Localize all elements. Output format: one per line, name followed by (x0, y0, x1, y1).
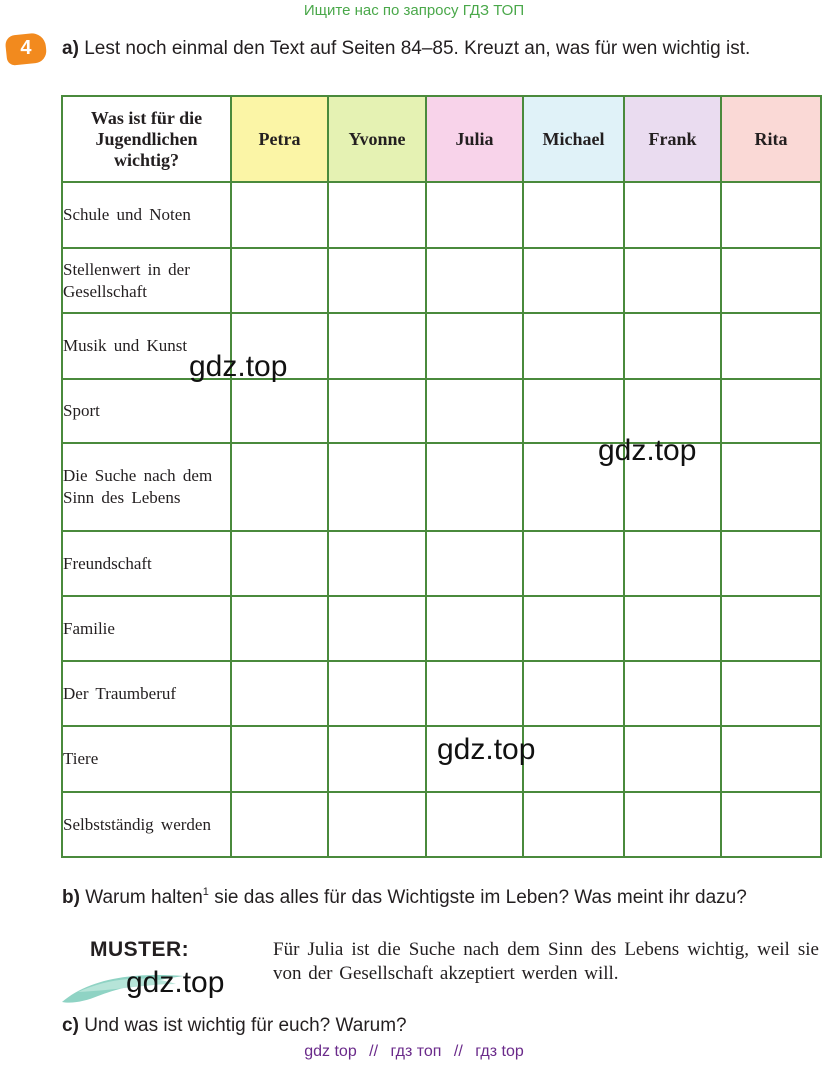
checkbox-cell-rita[interactable] (721, 443, 821, 531)
task-a-text: Lest noch einmal den Text auf Seiten 84–85. Kreuzt an, was für wen wichtig ist. (84, 38, 751, 59)
checkbox-cell-petra[interactable] (231, 182, 328, 248)
top-banner: Ищите нас по запросу ГДЗ ТОП (303, 2, 525, 19)
checkbox-cell-rita[interactable] (721, 182, 821, 248)
checkbox-cell-yvonne[interactable] (328, 313, 426, 379)
checkbox-cell-julia[interactable] (426, 531, 523, 596)
task-c-text: Und was ist wichtig für euch? Warum? (84, 1015, 407, 1036)
checkbox-cell-rita[interactable] (721, 596, 821, 661)
row-label: Selbstständig werden (62, 792, 231, 857)
row-label: Der Traumberuf (62, 661, 231, 726)
row-label: Tiere (62, 726, 231, 792)
checkbox-cell-julia[interactable] (426, 379, 523, 443)
checkbox-cell-julia[interactable] (426, 182, 523, 248)
table-row (62, 313, 821, 379)
checkbox-cell-julia[interactable] (426, 661, 523, 726)
checkbox-cell-michael[interactable] (523, 182, 624, 248)
table-row (62, 182, 821, 248)
checkbox-cell-petra[interactable] (231, 443, 328, 531)
checkbox-cell-michael[interactable] (523, 661, 624, 726)
checkbox-cell-petra[interactable] (231, 379, 328, 443)
footer-link-gdz-top-mixed[interactable]: гдз top (475, 1043, 524, 1060)
table-row (62, 792, 821, 857)
footer-links (0, 1043, 828, 1061)
watermark: gdz.top (437, 733, 536, 766)
checkbox-cell-michael[interactable] (523, 531, 624, 596)
checkbox-cell-yvonne[interactable] (328, 248, 426, 313)
column-header-julia: Julia (426, 96, 523, 182)
row-label: Stellenwert in der Gesellschaft (62, 248, 231, 313)
checkbox-cell-julia[interactable] (426, 443, 523, 531)
checkbox-cell-michael[interactable] (523, 313, 624, 379)
checkbox-cell-petra[interactable] (231, 596, 328, 661)
row-label: Sport (62, 379, 231, 443)
checkbox-cell-petra[interactable] (231, 661, 328, 726)
task-b-label: b) (62, 887, 80, 908)
task-a-label: a) (62, 38, 79, 59)
task-number: 4 (20, 37, 32, 60)
checkbox-cell-frank[interactable] (624, 661, 721, 726)
checkbox-cell-yvonne[interactable] (328, 182, 426, 248)
checkbox-cell-yvonne[interactable] (328, 661, 426, 726)
table-row (62, 379, 821, 443)
checkbox-cell-petra[interactable] (231, 531, 328, 596)
checkbox-cell-rita[interactable] (721, 313, 821, 379)
table-row (62, 596, 821, 661)
table-row (62, 248, 821, 313)
checkbox-cell-michael[interactable] (523, 248, 624, 313)
column-header-michael: Michael (523, 96, 624, 182)
checkbox-cell-frank[interactable] (624, 792, 721, 857)
checkbox-cell-rita[interactable] (721, 726, 821, 792)
checkbox-cell-michael[interactable] (523, 726, 624, 792)
task-b-text-before: Warum halten (85, 887, 203, 908)
checkbox-cell-frank[interactable] (624, 313, 721, 379)
checkbox-cell-yvonne[interactable] (328, 531, 426, 596)
checkbox-cell-rita[interactable] (721, 531, 821, 596)
checkbox-cell-frank[interactable] (624, 248, 721, 313)
task-b-text-after: sie das alles für das Wichtigste im Leben? Was meint ihr dazu? (214, 887, 747, 908)
task-c-label: c) (62, 1015, 79, 1036)
checkbox-cell-yvonne[interactable] (328, 792, 426, 857)
task-b (62, 879, 820, 911)
column-header-frank: Frank (624, 96, 721, 182)
watermark: gdz.top (598, 434, 697, 467)
header-row (62, 96, 821, 182)
footer-separator: // (369, 1043, 379, 1060)
watermark: gdz.top (126, 966, 225, 999)
checkbox-cell-julia[interactable] (426, 248, 523, 313)
checkbox-cell-petra[interactable] (231, 726, 328, 792)
task-number-badge (5, 32, 48, 66)
checkbox-cell-michael[interactable] (523, 792, 624, 857)
checkbox-cell-petra[interactable] (231, 248, 328, 313)
row-label: Familie (62, 596, 231, 661)
checkbox-cell-frank[interactable] (624, 531, 721, 596)
table-row (62, 443, 821, 531)
checkbox-cell-julia[interactable] (426, 596, 523, 661)
checkbox-cell-julia[interactable] (426, 313, 523, 379)
checkbox-cell-rita[interactable] (721, 661, 821, 726)
column-header-rita: Rita (721, 96, 821, 182)
checkbox-cell-petra[interactable] (231, 792, 328, 857)
footer-link-gdz-top[interactable]: gdz top (304, 1043, 357, 1060)
checkbox-cell-yvonne[interactable] (328, 596, 426, 661)
task-c (62, 1013, 820, 1039)
checkbox-cell-yvonne[interactable] (328, 726, 426, 792)
footer-separator: // (453, 1043, 463, 1060)
table-row (62, 531, 821, 596)
checkbox-cell-frank[interactable] (624, 726, 721, 792)
muster-label: MUSTER: (90, 938, 190, 961)
checkbox-cell-yvonne[interactable] (328, 379, 426, 443)
checkbox-cell-rita[interactable] (721, 792, 821, 857)
footnote-marker: 1 (202, 886, 209, 898)
checkbox-cell-yvonne[interactable] (328, 443, 426, 531)
checkbox-cell-frank[interactable] (624, 596, 721, 661)
checkbox-cell-frank[interactable] (624, 182, 721, 248)
column-header-petra: Petra (231, 96, 328, 182)
task-a (62, 36, 820, 62)
row-label: Musik und Kunst (62, 313, 231, 379)
watermark: gdz.top (189, 350, 288, 383)
checkbox-cell-rita[interactable] (721, 248, 821, 313)
checkbox-cell-julia[interactable] (426, 792, 523, 857)
checkbox-cell-michael[interactable] (523, 596, 624, 661)
muster-example-text: Für Julia ist die Suche nach dem Sinn des Lebens wichtig, weil sie von der Gesellschaft akzeptiert werden will. (273, 939, 819, 984)
row-label: Die Suche nach dem Sinn des Lebens (62, 443, 231, 531)
table-row (62, 661, 821, 726)
checkbox-cell-rita[interactable] (721, 379, 821, 443)
row-label: Schule und Noten (62, 182, 231, 248)
column-header-yvonne: Yvonne (328, 96, 426, 182)
header-corner: Was ist für die Jugendlichen wichtig? (62, 96, 231, 182)
footer-link-gdz-top-cyrillic[interactable]: гдз топ (390, 1043, 442, 1060)
row-label: Freundschaft (62, 531, 231, 596)
